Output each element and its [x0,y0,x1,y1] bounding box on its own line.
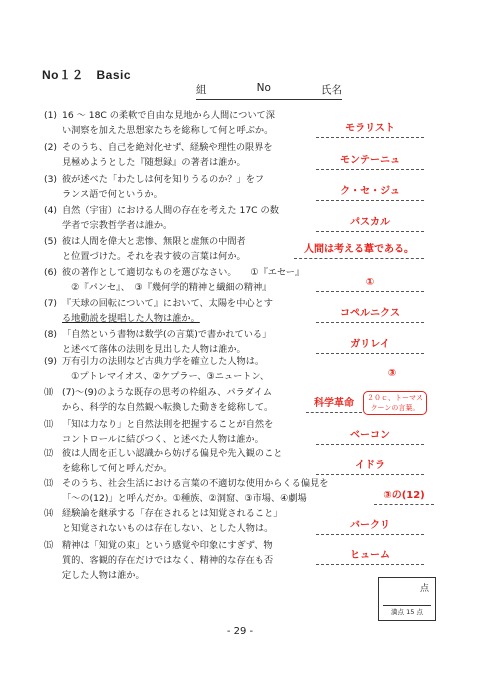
answer-10: 科学革命 [306,396,362,413]
score-label: 点 [419,584,429,594]
page-number: - 29 - [226,626,254,637]
score-max: 満点 15 点 [383,605,431,616]
no-label: No [256,82,271,94]
answer-12: イドラ [316,458,424,475]
score-box [378,577,436,621]
answer-1: モラリスト [316,121,424,138]
answer-5: 人間は考える葦である。 [294,242,424,259]
kumi-label: 組 [196,84,207,96]
answer-4: パスカル [316,215,424,232]
answer-11: ベーコン [316,428,424,445]
name-field-bar [196,82,342,100]
answer-13: ③の(12) [374,488,434,505]
answer-9: ③ [387,368,397,379]
answer-2: モンテーニュ [316,153,424,170]
answer-3: ク・セ・ジュ [316,184,424,201]
answer-7: コペルニクス [316,306,424,323]
answer-15: ヒューム [316,548,424,565]
answer-8: ガリレイ [316,337,424,354]
name-label: 氏名 [321,84,342,96]
answer-14: バークリ [316,518,424,535]
answer-6: ① [316,275,424,292]
answer-10-note: ２０ｃ、トーマス クーンの言葉。 [363,391,427,415]
sheet-heading: No１２ Basic [42,68,132,82]
